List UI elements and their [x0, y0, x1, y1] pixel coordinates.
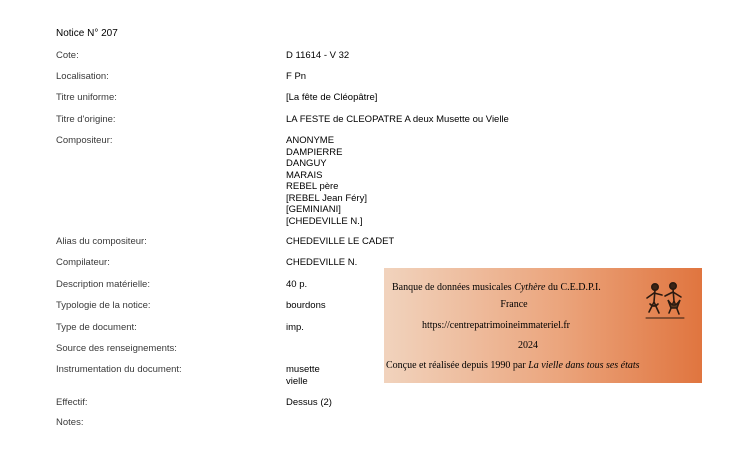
field-value: bourdons [286, 300, 326, 311]
field-value-list [286, 135, 367, 227]
field-value: 40 p. [286, 279, 308, 290]
field-value-list [286, 364, 320, 387]
field-label: Typologie de la notice: [56, 300, 151, 311]
field-value: LA FESTE de CLEOPATRE A deux Musette ou Vielle [286, 114, 509, 125]
field-label: Localisation: [56, 71, 109, 82]
field-label: Compositeur: [56, 135, 113, 146]
instrument-name: musette [286, 364, 320, 375]
composer-name: [GEMINIANI] [286, 204, 341, 215]
field-value: CHEDEVILLE N. [286, 257, 358, 268]
watermark-line-5: Conçue et réalisée depuis 1990 par La vielle dans tous ses états [386, 360, 640, 371]
field-label: Notes: [56, 417, 84, 428]
field-value: imp. [286, 322, 304, 333]
composer-name: DAMPIERRE [286, 146, 343, 158]
field-value: D 11614 - V 32 [286, 50, 350, 61]
field-label: Instrumentation du document: [56, 364, 182, 375]
field-label: Description matérielle: [56, 279, 150, 290]
field-label: Titre uniforme: [56, 92, 117, 103]
watermark-line-2: France [500, 299, 528, 310]
dancers-engraving-icon [640, 278, 688, 326]
field-label: Source des renseignements: [56, 343, 177, 354]
field-value: [La fête de Cléopâtre] [286, 92, 378, 103]
watermark-year: 2024 [518, 340, 538, 351]
composer-name: ANONYME [286, 135, 335, 146]
field-value: F Pn [286, 71, 307, 82]
watermark-url: https://centrepatrimoineimmateriel.fr [422, 320, 571, 331]
notice-title: Notice N° 207 [56, 28, 118, 39]
field-label: Alias du compositeur: [56, 236, 147, 247]
composer-name: DANGUY [286, 158, 327, 169]
field-value: Dessus (2) [286, 397, 332, 408]
field-label: Titre d'origine: [56, 114, 116, 125]
field-value: CHEDEVILLE LE CADET [286, 236, 395, 247]
field-label: Effectif: [56, 397, 88, 408]
field-label: Cote: [56, 50, 79, 61]
cedpi-watermark [384, 268, 702, 383]
composer-name: MARAIS [286, 169, 323, 181]
instrument-name: vielle [286, 375, 308, 387]
field-label: Type de document: [56, 322, 137, 333]
field-label: Compilateur: [56, 257, 110, 268]
composer-name: REBEL père [286, 181, 339, 192]
composer-name: [REBEL Jean Féry] [286, 192, 367, 204]
composer-name: [CHEDEVILLE N.] [286, 215, 363, 227]
watermark-line-1: Banque de données musicales Cythère du C.E.D.P.I. [392, 282, 601, 293]
